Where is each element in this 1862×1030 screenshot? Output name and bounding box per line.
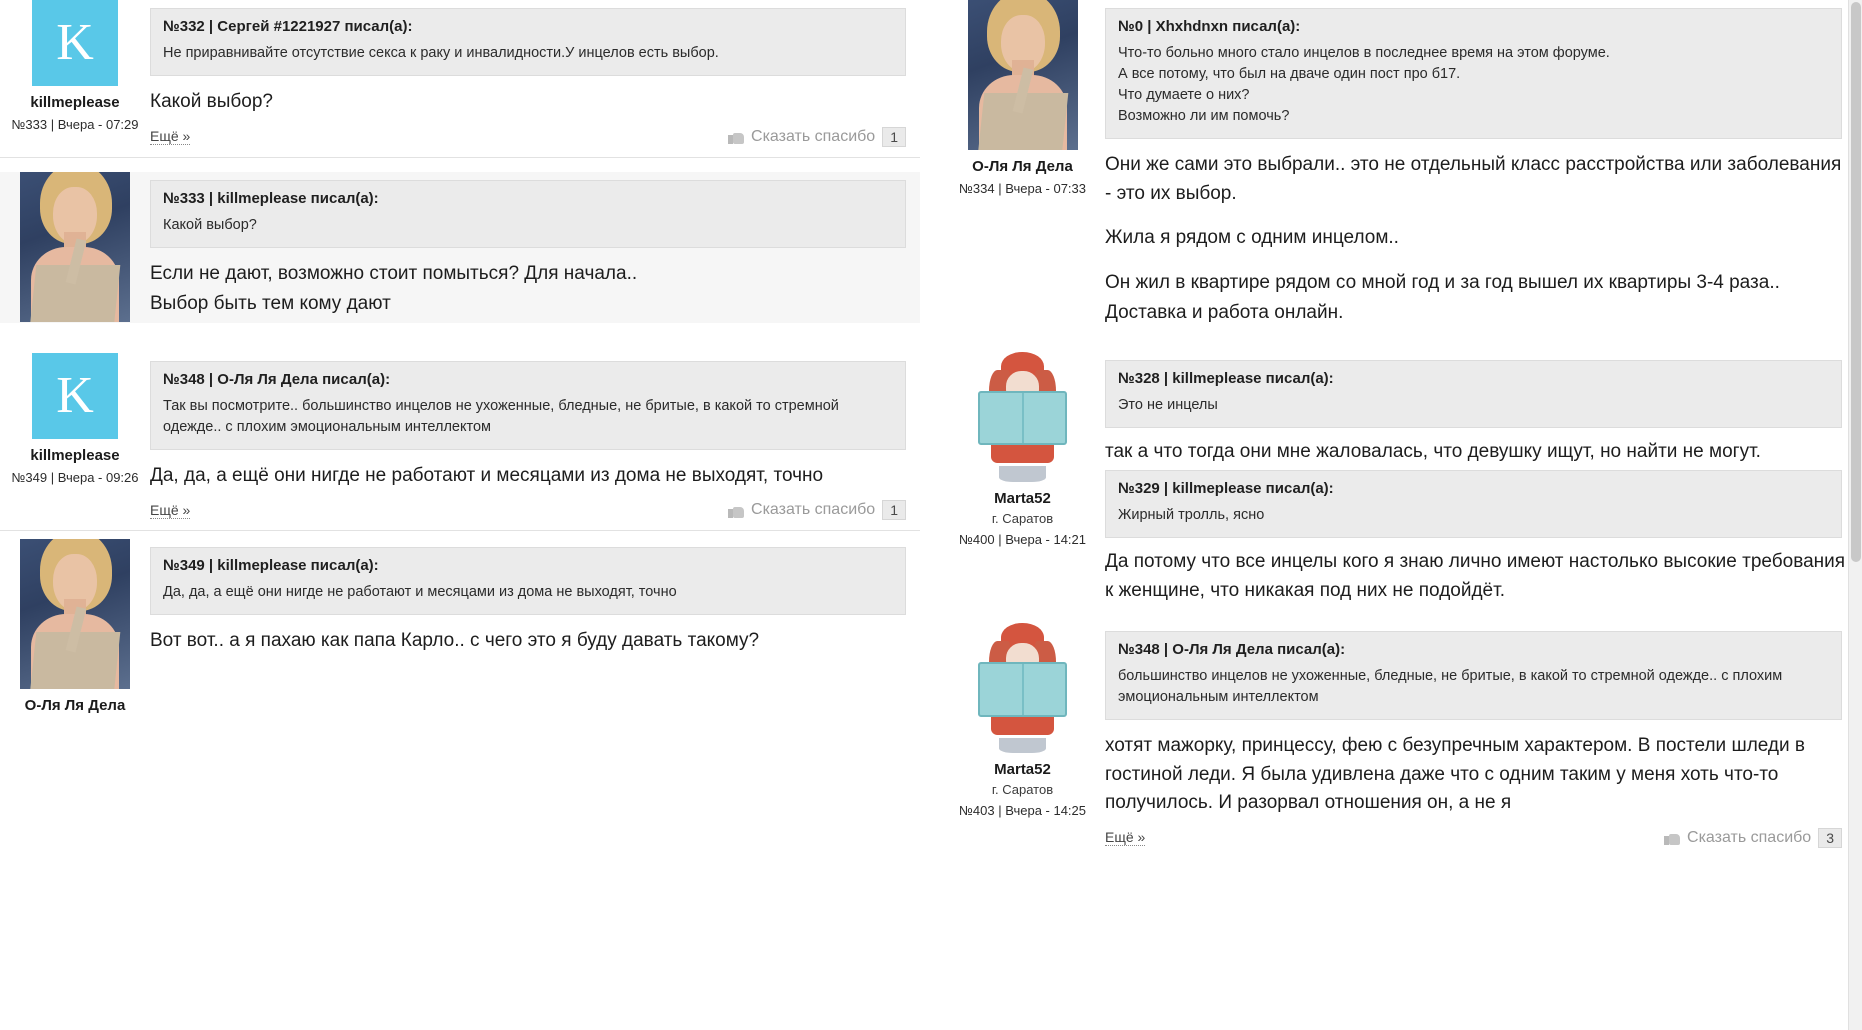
- quote-author[interactable]: №333 | killmeplease писал(а):: [163, 189, 379, 207]
- post-meta: №400 | Вчера - 14:21: [958, 531, 1087, 547]
- thumbs-up-icon: [728, 503, 744, 518]
- message-line: Доставка и работа онлайн.: [1105, 302, 1344, 324]
- author-city: г. Саратов: [991, 782, 1054, 798]
- author-city: г. Саратов: [991, 510, 1054, 526]
- quote-author[interactable]: №349 | killmeplease писал(а):: [163, 557, 379, 575]
- quote-block: [1105, 360, 1842, 428]
- post-message: [150, 248, 920, 323]
- post-meta: №334 | Вчера - 07:33: [958, 181, 1087, 196]
- post: [0, 539, 920, 714]
- avatar[interactable]: [20, 539, 130, 689]
- quote-block: [150, 180, 906, 248]
- post-meta: №349 | Вчера - 09:26: [11, 469, 139, 485]
- spacer: [940, 609, 1862, 623]
- post-author: [940, 623, 1105, 818]
- quote-block: [150, 547, 906, 615]
- message-line: так а что тогда они мне жаловалась, что девушку ищут, но найти не могут.: [1105, 440, 1761, 462]
- post-author: [0, 0, 150, 132]
- spacer: [0, 531, 920, 539]
- avatar[interactable]: K: [32, 353, 118, 439]
- quote-text: Не приравнивайте отсутствие секса к раку и инвалидности.У инцелов есть выбор.: [163, 45, 719, 61]
- quote-author[interactable]: №348 | О-Ля Ля Дела писал(а):: [163, 370, 391, 388]
- post-message: [1105, 720, 1862, 822]
- post-body: [150, 172, 920, 323]
- thumbs-up-icon: [728, 129, 744, 144]
- avatar[interactable]: K: [32, 0, 118, 86]
- message-line: Вот вот.. а я пахаю как папа Карло.. с чего это я буду давать такому?: [150, 630, 760, 652]
- spacer: [0, 158, 920, 172]
- post-body: [1105, 352, 1862, 610]
- thanks-count: 1: [882, 127, 906, 147]
- quote-author[interactable]: №329 | killmeplease писал(а):: [1118, 480, 1334, 498]
- author-name[interactable]: О-Ля Ля Дела: [972, 158, 1073, 175]
- post-message: [1105, 538, 1862, 609]
- post-meta: №403 | Вчера - 14:25: [958, 803, 1087, 819]
- message-line: Он жил в квартире рядом со мной год и за год вышел их квартиры 3-4 раза..: [1105, 271, 1780, 293]
- spacer: [940, 332, 1862, 352]
- quote-block: [150, 8, 906, 76]
- message-line: Да, да, а ещё они нигде не работают и месяцами из дома не выходят, точно: [150, 464, 824, 486]
- post-body: [150, 353, 920, 531]
- post: [0, 353, 920, 531]
- post-author: [0, 539, 150, 714]
- message-line: Жила я рядом с одним инцелом..: [1105, 227, 1399, 249]
- quote-author[interactable]: №348 | О-Ля Ля Дела писал(а):: [1118, 641, 1346, 659]
- quote-block: [1105, 631, 1842, 720]
- quote-text: Что-то больно много стало инцелов в последнее время на этом форуме.: [1118, 45, 1610, 61]
- post-author: [0, 172, 150, 322]
- author-name[interactable]: killmeplease: [30, 94, 120, 111]
- post-message: [1105, 428, 1862, 471]
- post: [940, 352, 1862, 610]
- thanks-label: Сказать спасибо: [751, 501, 876, 519]
- right-posts-column: [940, 0, 1862, 858]
- quote-block: [1105, 8, 1842, 139]
- message-line: Да потому что все инцелы кого я знаю лично имеют настолько высокие требования к женщине, что никакая под них не подойдёт.: [1105, 551, 1846, 601]
- post-body: [1105, 0, 1862, 332]
- quote-text: Возможно ли им помочь?: [1118, 108, 1290, 125]
- author-name[interactable]: killmeplease: [30, 446, 120, 464]
- post-body: [150, 539, 920, 660]
- thanks-button[interactable]: [1664, 828, 1842, 848]
- post: [0, 0, 920, 157]
- quote-block: [150, 361, 906, 450]
- thanks-button[interactable]: [728, 127, 906, 147]
- quote-text: Какой выбор?: [163, 216, 257, 233]
- avatar[interactable]: [20, 172, 130, 322]
- post-body: [1105, 623, 1862, 858]
- post-meta: №333 | Вчера - 07:29: [11, 117, 139, 132]
- post-message: [150, 76, 920, 121]
- avatar[interactable]: [970, 352, 1076, 482]
- quote-author[interactable]: №0 | Xhxhdnxn писал(а):: [1118, 18, 1301, 35]
- quote-text: Что думаете о них?: [1118, 87, 1250, 104]
- post-footer: [150, 494, 920, 530]
- quote-text: Так вы посмотрите.. большинство инцелов не ухоженные, бледные, не бритые, в какой то стремной одежде.. с плохим эмоциональным интеллектом: [163, 397, 839, 435]
- quote-text: Это не инцелы: [1118, 396, 1218, 413]
- post: [940, 623, 1862, 858]
- post: [940, 0, 1862, 332]
- author-name[interactable]: Marta52: [994, 761, 1051, 779]
- message-line: Какой выбор?: [150, 91, 273, 113]
- message-line: хотят мажорку, принцессу, фею с безупречным характером. В постели шледи в гостиной леди. Я была удивлена даже что с одним таким у меня хоть что-то получилось. И разорвал отношения он, а не я: [1105, 735, 1806, 814]
- vertical-scrollbar[interactable]: [1848, 0, 1862, 1030]
- message-line: Если не дают, возможно стоит помыться? Для начала..: [150, 262, 638, 284]
- thanks-label: Сказать спасибо: [1687, 828, 1812, 846]
- post-author: [940, 352, 1105, 547]
- avatar[interactable]: [968, 0, 1078, 150]
- post-message: [150, 450, 920, 495]
- author-name[interactable]: О-Ля Ля Дела: [24, 697, 126, 715]
- post-author: [940, 0, 1105, 196]
- more-link[interactable]: Ещё »: [150, 128, 191, 145]
- more-link[interactable]: Ещё »: [1105, 829, 1146, 846]
- spacer: [0, 323, 920, 353]
- thanks-label: Сказать спасибо: [751, 127, 876, 145]
- more-link[interactable]: Ещё »: [150, 501, 191, 518]
- quote-author[interactable]: №332 | Сергей #1221927 писал(а):: [163, 18, 413, 35]
- thanks-count: 1: [882, 500, 906, 520]
- author-name[interactable]: Marta52: [994, 489, 1051, 507]
- quote-author[interactable]: №328 | killmeplease писал(а):: [1118, 369, 1334, 387]
- thumbs-up-icon: [1664, 830, 1680, 845]
- post: [0, 172, 920, 323]
- thanks-count: 3: [1818, 828, 1842, 848]
- quote-block: [1105, 470, 1842, 538]
- post-footer: [150, 121, 920, 157]
- quote-text: А все потому, что был на дваче один пост про б17.: [1118, 66, 1461, 83]
- left-posts-column: [0, 0, 920, 714]
- message-line: Выбор быть тем кому дают: [150, 293, 391, 315]
- post-author: [0, 353, 150, 485]
- quote-text: Да, да, а ещё они нигде не работают и месяцами из дома не выходят, точно: [163, 584, 677, 601]
- quote-text: большинство инцелов не ухоженные, бледные, не бритые, в какой то стремной одежде.. с плохим эмоциональным интеллектом: [1118, 668, 1783, 706]
- post-message: [150, 615, 920, 660]
- post-body: [150, 0, 920, 157]
- post-message: [1105, 139, 1862, 332]
- message-line: Они же сами это выбрали.. это не отдельный класс расстройства или заболевания - это их выбор.: [1105, 154, 1842, 204]
- scrollbar-thumb[interactable]: [1851, 2, 1861, 562]
- post-footer: [1105, 822, 1862, 858]
- avatar[interactable]: [970, 623, 1076, 753]
- thanks-button[interactable]: [728, 500, 906, 520]
- quote-text: Жирный тролль, ясно: [1118, 507, 1265, 524]
